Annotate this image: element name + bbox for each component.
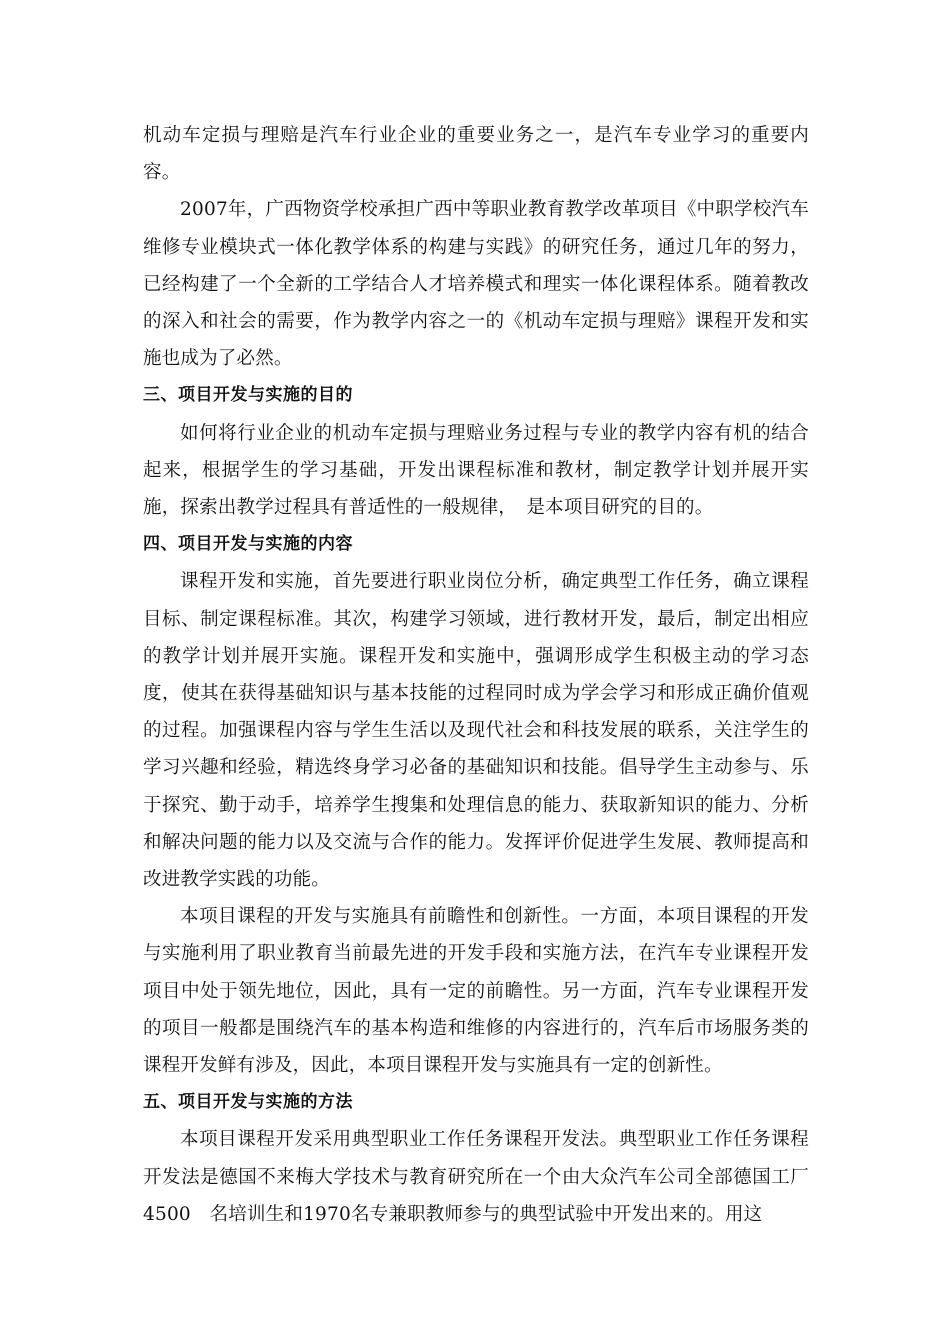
document-page <box>143 117 809 1233</box>
background-paragraph: 2007年，广西物资学校承担广西中等职业教育教学改革项目《中职学校汽车维修专业模块式一体化教学体系的构建与实践》的研究任务，通过几年的努力，已经构建了一个全新的工学结合人才培养模式和理实一体化课程体系。随着教改的深入和社会的需要，作为教学内容之一的《机动车定损与理赔》课程开发和实施也成为了必然。 <box>143 199 809 370</box>
section-heading-purpose: 三、项目开发与实施的目的 <box>143 385 353 406</box>
section-heading-method: 五、项目开发与实施的方法 <box>143 1092 353 1113</box>
intro-paragraph: 机动车定损与理赔是汽车行业企业的重要业务之一，是汽车专业学习的重要内容。 <box>143 125 809 184</box>
section-heading-content: 四、项目开发与实施的内容 <box>143 534 353 555</box>
purpose-paragraph: 如何将行业企业的机动车定损与理赔业务过程与专业的教学内容有机的结合起来，根据学生的学习基础，开发出课程标准和教材，制定教学计划并展开实施，探索出教学过程具有普适性的一般规律， 是本项目研究的目的。 <box>143 422 809 519</box>
content-paragraph-2: 本项目课程的开发与实施具有前瞻性和创新性。一方面，本项目课程的开发与实施利用了职业教育当前最先进的开发手段和实施方法，在汽车专业课程开发项目中处于领先地位，因此，具有一定的前瞻性。另一方面，汽车专业课程开发的项目一般都是围绕汽车的基本构造和维修的内容进行的，汽车后市场服务类的课程开发鲜有涉及，因此，本项目课程开发与实施具有一定的创新性。 <box>143 906 809 1077</box>
content-paragraph-1: 课程开发和实施，首先要进行职业岗位分析，确定典型工作任务，确立课程目标、制定课程标准。其次，构建学习领域，进行教材开发，最后，制定出相应的教学计划并展开实施。课程开发和实施中，强调形成学生积极主动的学习态度，使其在获得基础知识与基本技能的过程同时成为学会学习和形成正确价值观的过程。加强课程内容与学生生活以及现代社会和科技发展的联系，关注学生的学习兴趣和经验，精选终身学习必备的基础知识和技能。倡导学生主动参与、乐于探究、勤于动手，培养学生搜集和处理信息的能力、获取新知识的能力、分析和解决问题的能力以及交流与合作的能力。发挥评价促进学生发展、教师提高和改进教学实践的功能。 <box>143 571 809 891</box>
method-paragraph: 本项目课程开发采用典型职业工作任务课程开发法。典型职业工作任务课程开发法是德国不来梅大学技术与教育研究所在一个由大众汽车公司全部德国工厂4500 名培训生和1970名专兼职教师参与的典型试验中开发出来的。用这 <box>143 1129 809 1225</box>
